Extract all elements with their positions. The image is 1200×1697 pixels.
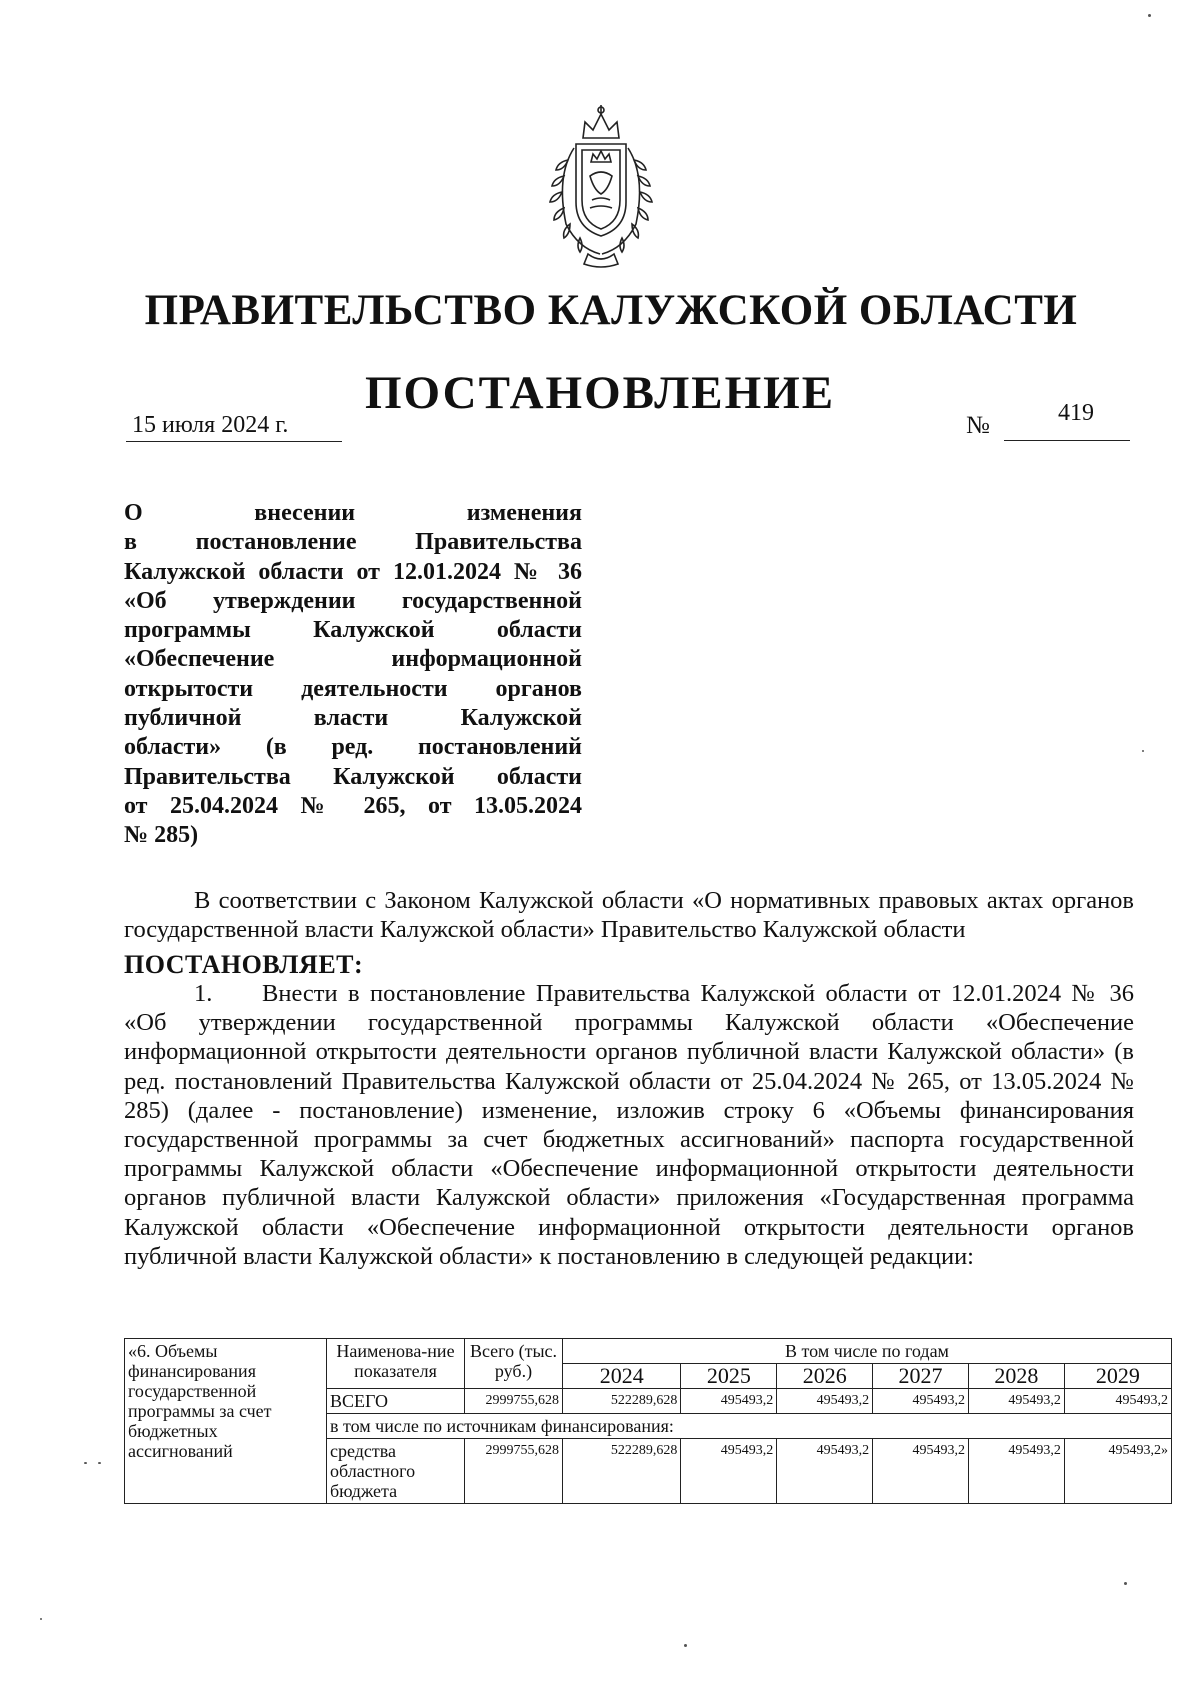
subject-line: публичной власти Калужской (124, 705, 582, 732)
subject-line: программы Калужской области (124, 617, 582, 644)
scan-speck (40, 1618, 42, 1620)
row-label-cell: «6. Объемы финансирования государственной программы за счет бюджетных ассигнований (125, 1339, 327, 1504)
item-number: 1. (194, 980, 213, 1007)
scan-speck (1124, 1582, 1127, 1585)
item-text: Внести в постановление Правительства Калужской области от 12.01.2024 № 36 «Об утверждении государственной программы Калужской области «Обеспечение информационной открытости деятельности органов публичной власти Калужской области» (в ред. постановлений Правительства Калужской области от 25.04.2024 № 265, от 13.05.2024 № 285) (далее - постановление) изменение, изложив строку 6 «Объемы финансирования государственной программы за счет бюджетных ассигнований» паспорта государственной программы Калужской области «Обеспечение информационной открытости деятельности органов публичной власти Калужской области» приложения «Государственная программа Калужской области «Обеспечение информационной открытости деятельности органов публичной власти Калужской области» к постановлению в следующей редакции: (124, 980, 1134, 1270)
subject-line: № 285) (124, 822, 199, 849)
regional-row-value: 495493,2 (873, 1439, 969, 1504)
financing-table (124, 1338, 1172, 1504)
scan-speck (98, 1462, 101, 1464)
years-group-header: В том числе по годам (563, 1339, 1172, 1364)
regional-row-label: средства областного бюджета (327, 1439, 465, 1504)
regional-row-value: 495493,2 (777, 1439, 873, 1504)
scan-speck (684, 1644, 687, 1647)
scan-speck (1142, 750, 1144, 752)
total-row-value: 522289,628 (563, 1389, 681, 1414)
total-row-total: 2999755,628 (465, 1389, 563, 1414)
scan-speck (84, 1462, 87, 1464)
subject-line: в постановление Правительства (124, 529, 582, 556)
document-subject (124, 499, 582, 851)
total-row-value: 495493,2 (777, 1389, 873, 1414)
year-header: 2029 (1064, 1364, 1171, 1389)
year-header: 2026 (777, 1364, 873, 1389)
subject-line: О внесении изменения (124, 500, 582, 526)
indicator-name-header: Наименова-ние показателя (327, 1339, 465, 1389)
regional-row-value: 522289,628 (563, 1439, 681, 1504)
subject-line: Правительства Калужской области (124, 763, 582, 790)
regional-row-value: 495493,2 (681, 1439, 777, 1504)
regional-row-total: 2999755,628 (465, 1439, 563, 1504)
subject-line: Калужской области от 12.01.2024 № 36 (124, 558, 582, 585)
total-row-label: ВСЕГО (327, 1389, 465, 1414)
total-header: Всего (тыс. руб.) (465, 1339, 563, 1389)
subject-line: от 25.04.2024 № 265, от 13.05.2024 (124, 792, 582, 819)
item-1-paragraph (124, 979, 1134, 1271)
year-header: 2024 (563, 1364, 681, 1389)
document-type-title: ПОСТАНОВЛЕНИЕ (364, 367, 836, 419)
subject-line: «Об утверждении государственной (124, 587, 582, 614)
subject-line: «Обеспечение информационной (124, 646, 582, 673)
subject-line: открытости деятельности органов (124, 675, 582, 702)
number-underline (1004, 440, 1130, 441)
subject-line: области» (в ред. постановлений (124, 734, 582, 761)
decree-word: ПОСТАНОВЛЯЕТ: (124, 950, 364, 979)
total-row-value: 495493,2 (1064, 1389, 1171, 1414)
total-row-value: 495493,2 (968, 1389, 1064, 1414)
sources-label: в том числе по источникам финансирования: (327, 1414, 1172, 1439)
year-header: 2027 (873, 1364, 969, 1389)
scan-speck (1148, 14, 1151, 17)
year-header: 2025 (681, 1364, 777, 1389)
number-sign: № (966, 412, 990, 439)
year-header: 2028 (968, 1364, 1064, 1389)
regional-row-value: 495493,2 (968, 1439, 1064, 1504)
document-date: 15 июля 2024 г. (126, 412, 342, 442)
preamble-paragraph: В соответствии с Законом Калужской области «О нормативных правовых актах органов государственной власти Калужской области» Правительство Калужской области (124, 887, 1134, 944)
government-title: ПРАВИТЕЛЬСТВО КАЛУЖСКОЙ ОБЛАСТИ (144, 287, 1078, 334)
coat-of-arms-emblem (538, 104, 664, 268)
document-number: 419 (1058, 400, 1094, 426)
total-row-value: 495493,2 (681, 1389, 777, 1414)
regional-row-value: 495493,2» (1064, 1439, 1171, 1504)
table-header-row (125, 1339, 1172, 1364)
total-row-value: 495493,2 (873, 1389, 969, 1414)
